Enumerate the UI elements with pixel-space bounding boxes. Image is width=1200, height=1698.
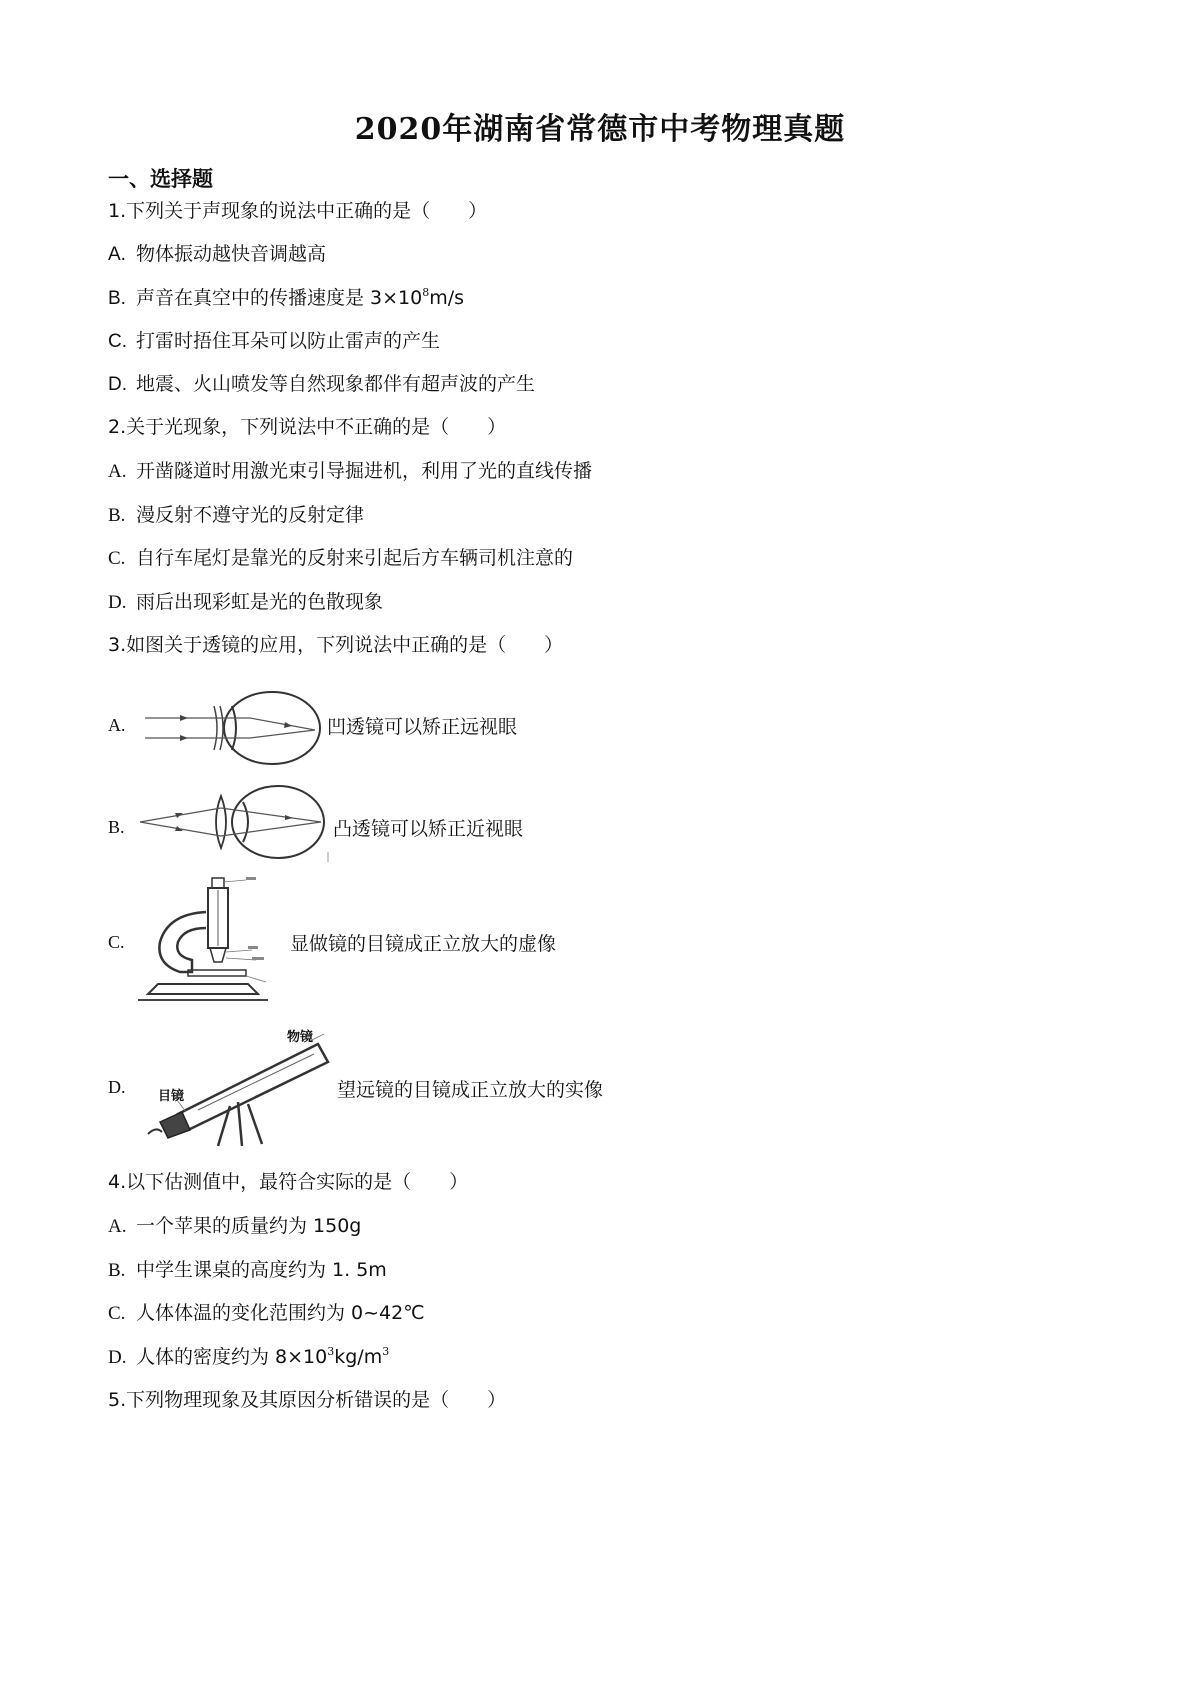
question-2-option-c[interactable] <box>108 546 573 571</box>
option-text: 声音在真空中的传播速度是 3×10 <box>136 287 423 309</box>
option-text: 一个苹果的质量约为 150g <box>136 1215 362 1237</box>
option-letter: B. <box>108 288 126 309</box>
superscript: 3 <box>327 1345 335 1358</box>
option-text: 人体体温的变化范围约为 0~42℃ <box>136 1302 425 1324</box>
option-letter: C. <box>108 331 127 352</box>
option-text: 开凿隧道时用激光束引导掘进机，利用了光的直线传播 <box>136 460 593 482</box>
question-5-stem: 5.下列物理现象及其原因分析错误的是（ ） <box>108 1389 507 1411</box>
option-letter: D. <box>108 592 127 613</box>
question-3-option-b-text: 凸透镜可以矫正近视眼 <box>333 818 524 840</box>
question-3-option-a-text: 凹透镜可以矫正远视眼 <box>327 716 518 738</box>
superscript: 3 <box>382 1345 390 1358</box>
option-letter: B. <box>108 1260 126 1281</box>
question-2-stem: 2.关于光现象，下列说法中不正确的是（ ） <box>108 416 507 438</box>
question-3-option-a-letter[interactable]: A. <box>108 715 126 735</box>
question-3-option-c-letter[interactable]: C. <box>108 932 125 952</box>
question-1-option-c[interactable] <box>108 329 440 354</box>
question-1-option-a[interactable] <box>108 242 326 267</box>
question-1-stem: 1.下列关于声现象的说法中正确的是（ ） <box>108 200 488 222</box>
concave-lens-eye-diagram <box>140 688 325 768</box>
superscript: 8 <box>422 286 430 299</box>
question-3-option-d-letter[interactable]: D. <box>108 1077 126 1097</box>
question-1-option-b[interactable] <box>108 286 464 311</box>
option-letter: B. <box>108 505 126 526</box>
option-text: 打雷时捂住耳朵可以防止雷声的产生 <box>136 330 441 352</box>
question-1-option-d[interactable] <box>108 372 535 397</box>
question-2-option-d[interactable] <box>108 590 383 615</box>
question-3-option-d-text: 望远镜的目镜成正立放大的实像 <box>337 1079 604 1101</box>
question-3-option-c-text: 显做镜的目镜成正立放大的虚像 <box>290 933 557 955</box>
option-text: 漫反射不遵守光的反射定律 <box>136 504 365 526</box>
convex-lens-eye-diagram <box>135 782 330 864</box>
option-text: 地震、火山喷发等自然现象都伴有超声波的产生 <box>136 373 536 395</box>
telescope-eyepiece-label: 目镜 <box>158 1089 185 1104</box>
question-3-stem: 3.如图关于透镜的应用，下列说法中正确的是（ ） <box>108 634 564 656</box>
option-text: 雨后出现彩虹是光的色散现象 <box>136 591 384 613</box>
option-letter: C. <box>108 548 126 569</box>
option-letter: C. <box>108 1303 126 1324</box>
option-letter: A. <box>108 244 126 265</box>
option-letter: A. <box>108 461 127 482</box>
page-title: 2020年湖南省常德市中考物理真题 <box>354 112 846 147</box>
option-text: 人体的密度约为 8×10 <box>136 1346 328 1368</box>
question-2-option-b[interactable] <box>108 503 364 528</box>
option-text: 物体振动越快音调越高 <box>136 243 327 265</box>
question-4-option-d[interactable] <box>108 1345 389 1370</box>
option-text: 中学生课桌的高度约为 1. 5m <box>136 1259 387 1281</box>
option-letter: D. <box>108 1347 127 1368</box>
option-letter: A. <box>108 1216 127 1237</box>
question-4-option-c[interactable] <box>108 1301 425 1326</box>
question-3-option-b-letter[interactable]: B. <box>108 817 125 837</box>
question-4-stem: 4.以下估测值中，最符合实际的是（ ） <box>108 1171 469 1193</box>
telescope-objective-label: 物镜 <box>287 1030 314 1045</box>
question-2-option-a[interactable] <box>108 459 592 484</box>
option-text: 自行车尾灯是靠光的反射来引起后方车辆司机注意的 <box>136 547 574 569</box>
option-text-unit: kg/m <box>334 1346 383 1368</box>
question-4-option-b[interactable] <box>108 1258 387 1283</box>
section-heading: 一、选择题 <box>108 166 213 191</box>
microscope-diagram <box>128 872 288 1004</box>
question-4-option-a[interactable] <box>108 1214 361 1239</box>
option-letter: D. <box>108 374 127 395</box>
option-text-unit: m/s <box>429 287 465 309</box>
